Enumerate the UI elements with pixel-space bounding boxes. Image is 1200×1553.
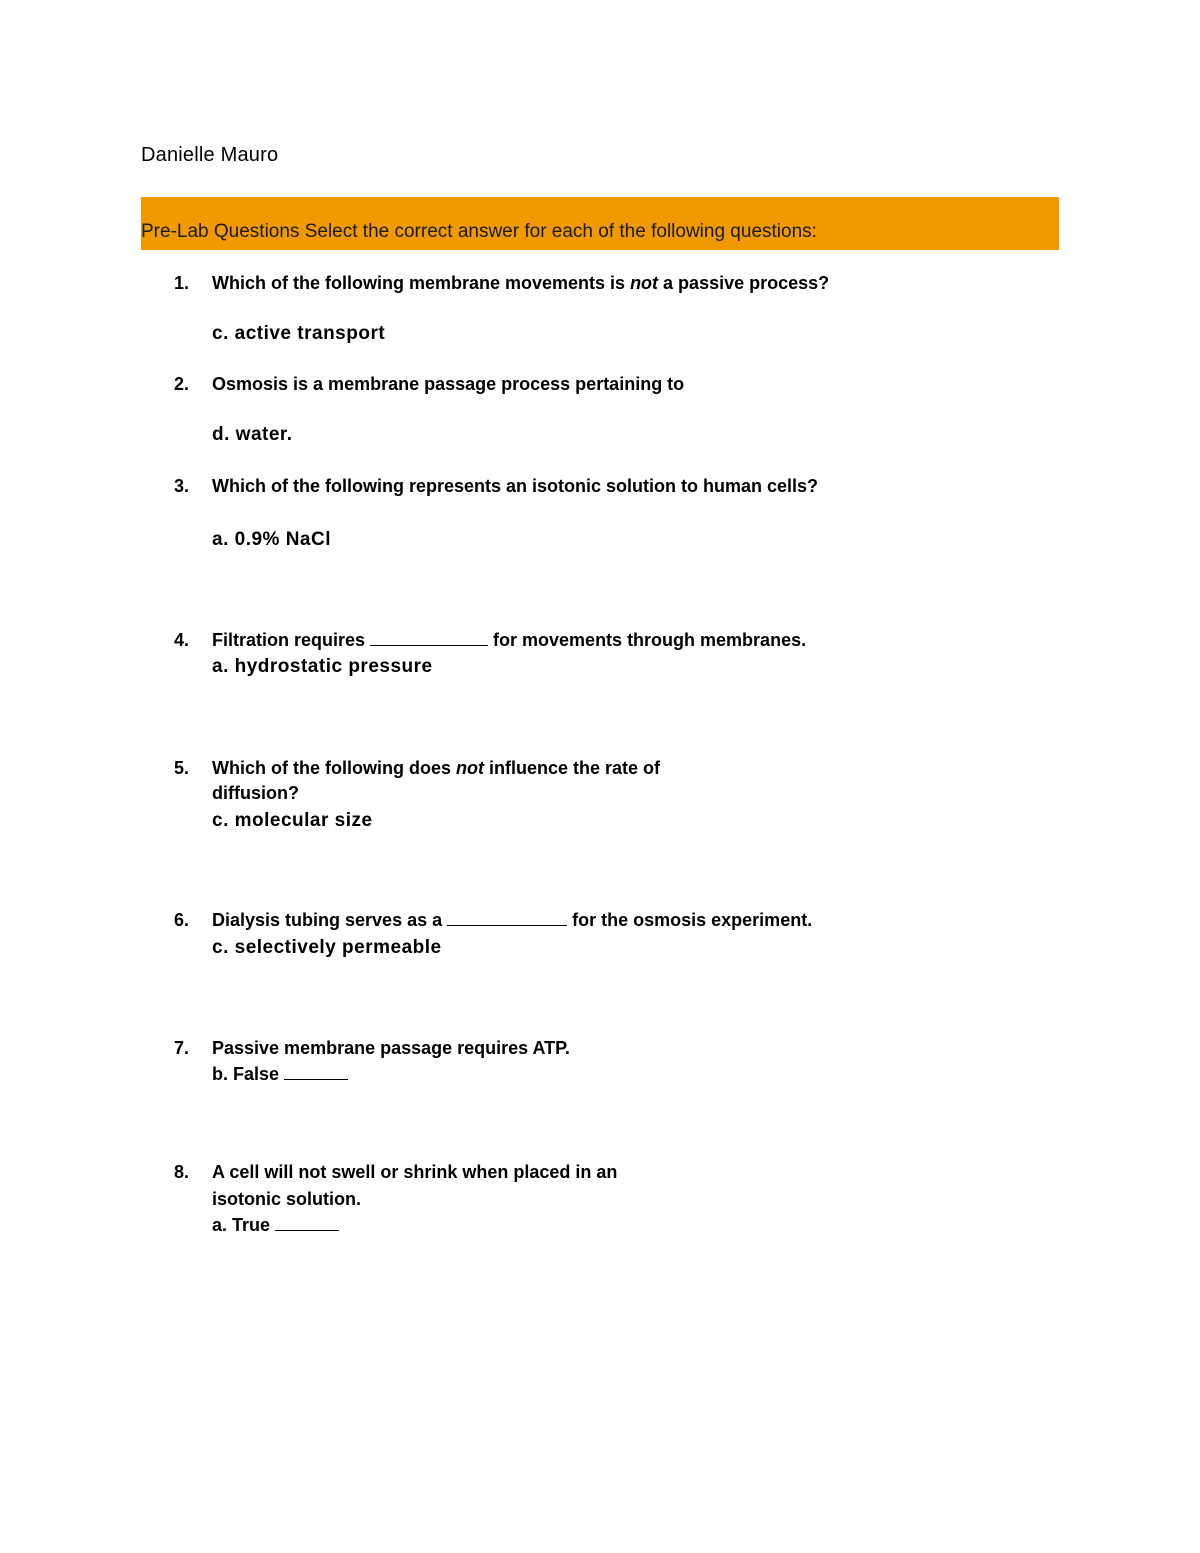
question-text: A cell will not swell or shrink when placed in an <box>212 1162 618 1182</box>
question-number: 5. <box>174 758 190 778</box>
question-text: Filtration requires for movements through membranes. <box>212 627 806 653</box>
section-banner <box>141 197 1059 250</box>
answer-blank <box>284 1061 348 1080</box>
question-text-line2: diffusion? <box>212 783 299 803</box>
question-number: 6. <box>174 910 190 930</box>
answer-text: a. 0.9% NaCl <box>212 529 331 550</box>
answer-text: d. water. <box>212 424 293 445</box>
answer-blank <box>370 627 488 646</box>
question-text-line2: isotonic solution. <box>212 1189 361 1209</box>
answer-line: a. True <box>212 1212 339 1238</box>
question-number: 3. <box>174 476 190 496</box>
banner-heading: Pre-Lab Questions Select the correct answer for each of the following questions: <box>141 221 817 242</box>
question-number: 1. <box>174 273 190 293</box>
question-number: 2. <box>174 374 190 394</box>
answer-blank <box>275 1212 339 1231</box>
question-text: Osmosis is a membrane passage process pertaining to <box>212 374 685 394</box>
answer-blank <box>447 907 567 926</box>
question-text: Which of the following represents an isotonic solution to human cells? <box>212 476 819 496</box>
answer-text: c. selectively permeable <box>212 937 442 958</box>
question-number: 7. <box>174 1038 190 1058</box>
author-name: Danielle Mauro <box>141 144 279 166</box>
question-number: 4. <box>174 630 190 650</box>
question-text: Passive membrane passage requires ATP. <box>212 1038 570 1058</box>
question-text: Which of the following membrane movements is not a passive process? <box>212 273 830 293</box>
answer-line: b. False <box>212 1061 348 1087</box>
question-text: Which of the following does not influence the rate of <box>212 758 660 778</box>
question-number: 8. <box>174 1162 190 1182</box>
answer-text: c. molecular size <box>212 810 373 831</box>
answer-text: c. active transport <box>212 323 386 344</box>
answer-text: a. hydrostatic pressure <box>212 656 433 677</box>
question-text: Dialysis tubing serves as a for the osmosis experiment. <box>212 907 812 933</box>
